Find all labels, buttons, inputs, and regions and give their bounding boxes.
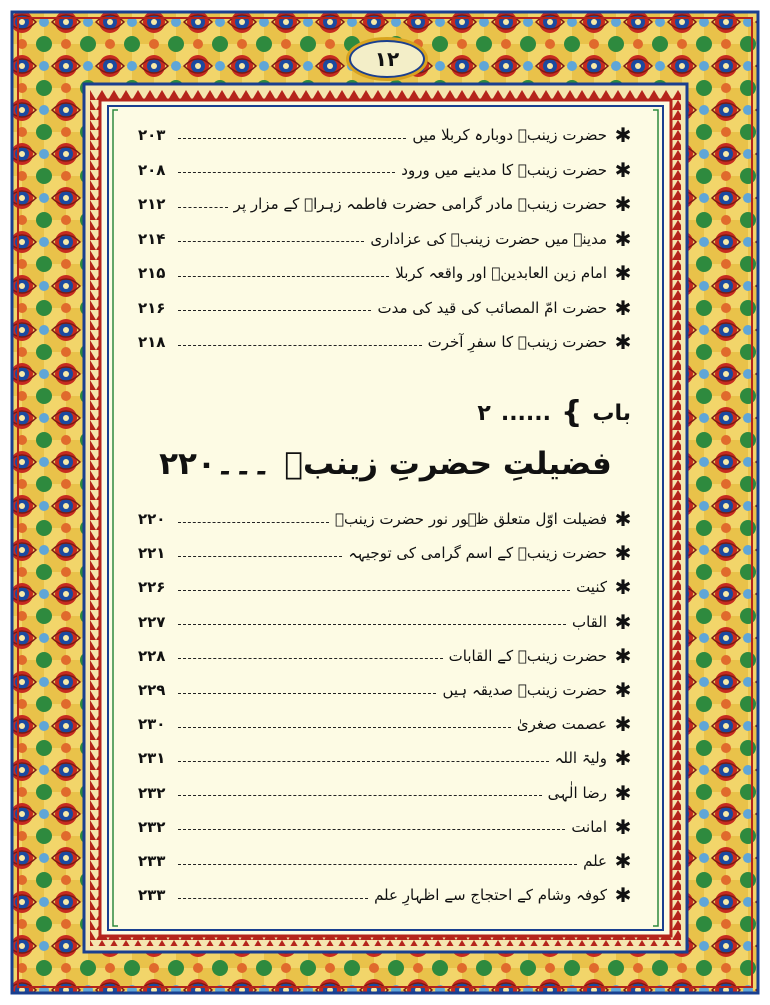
entry-page: ۲۰۳ xyxy=(138,126,166,144)
leader-dashes xyxy=(178,241,364,242)
entry-page: ۲۰۸ xyxy=(138,160,166,179)
entry-page: ۲۲۷ xyxy=(138,612,166,631)
entry-title: حضرت امّ المصائب کی قید کی مدت xyxy=(377,298,607,317)
heading-page: ۲۲۰ xyxy=(159,446,216,482)
leader-dashes xyxy=(178,345,422,346)
entry-title: امانت xyxy=(571,817,607,836)
entry-page: ۲۲۰ xyxy=(138,510,166,528)
toc-entry[interactable] xyxy=(138,846,633,876)
toc-entry[interactable] xyxy=(138,293,633,323)
toc-content xyxy=(118,108,653,928)
entry-title: علم xyxy=(583,852,607,870)
leader-dashes xyxy=(178,207,228,208)
toc-entry[interactable] xyxy=(138,812,633,842)
leader-dashes xyxy=(178,898,368,899)
entry-title: حضرت زینبؑ کے القابات xyxy=(448,646,607,665)
leader-dashes xyxy=(178,727,511,728)
toc-entry[interactable] xyxy=(138,778,633,808)
toc-entry[interactable] xyxy=(138,675,633,705)
asterisk-bullet-icon: ✱ xyxy=(614,226,632,251)
toc-entry[interactable] xyxy=(138,641,633,671)
entry-page: ۲۳۰ xyxy=(138,715,166,734)
entry-page: ۲۱۵ xyxy=(138,264,166,282)
asterisk-bullet-icon: ✱ xyxy=(614,746,632,771)
entry-page: ۲۲۱ xyxy=(138,544,166,563)
entry-title: حضرت زینبؑ کے اسم گرامی کی توجیہہ xyxy=(348,544,607,563)
leader-dashes xyxy=(178,310,371,311)
toc-entry[interactable] xyxy=(138,743,633,773)
toc-entry[interactable] xyxy=(138,538,633,568)
asterisk-bullet-icon: ✱ xyxy=(614,123,632,147)
leader-dashes xyxy=(178,658,443,659)
toc-entry[interactable] xyxy=(138,709,633,739)
asterisk-bullet-icon: ✱ xyxy=(614,609,632,634)
toc-entry[interactable] xyxy=(138,880,633,910)
entry-page: ۲۳۲ xyxy=(138,817,166,836)
toc-entry[interactable] xyxy=(138,155,633,185)
chapter-dots: ...... xyxy=(500,400,551,426)
toc-entry[interactable] xyxy=(138,120,633,150)
toc-entry[interactable] xyxy=(138,504,633,534)
leader-dashes xyxy=(178,172,395,173)
asterisk-bullet-icon: ✱ xyxy=(614,814,632,839)
entry-title: حضرت زینبؑ صدیقہ ہیں xyxy=(442,681,607,699)
entry-page: ۲۳۳ xyxy=(138,852,166,870)
leader-dashes xyxy=(178,556,342,557)
asterisk-bullet-icon: ✱ xyxy=(614,541,632,566)
asterisk-bullet-icon: ✱ xyxy=(614,575,632,600)
leader-dashes xyxy=(178,276,389,277)
entry-title: عصمت صغریٰ xyxy=(516,715,607,734)
leader-dashes xyxy=(178,761,549,762)
entry-title: رضا الٰہی xyxy=(547,783,607,802)
entry-page: ۲۳۱ xyxy=(138,749,166,768)
entry-title: حضرت زینبؑ دوبارہ کربلا میں xyxy=(412,126,607,144)
asterisk-bullet-icon: ✱ xyxy=(614,678,632,702)
leader-dashes xyxy=(178,795,542,796)
toc-entry[interactable] xyxy=(138,224,633,254)
entry-title: کنیت xyxy=(576,578,607,597)
entry-page: ۲۱۴ xyxy=(138,229,166,248)
entry-title: مدینے میں حضرت زینبؑ کی عزاداری xyxy=(370,229,607,248)
entry-page: ۲۳۳ xyxy=(138,886,166,905)
heading-dashes: ۔۔۔ xyxy=(215,446,271,482)
asterisk-bullet-icon: ✱ xyxy=(614,849,632,873)
leader-dashes xyxy=(178,829,565,830)
leader-dashes xyxy=(178,864,577,865)
heading-title: فضیلتِ حضرتِ زینبؑ xyxy=(284,446,612,482)
entry-title: فضیلت اوّل متعلق ظہور نور حضرت زینبؑ xyxy=(334,510,607,528)
page-number: ١٢ xyxy=(349,40,425,78)
chapter-number: ۲ xyxy=(477,400,491,426)
chapter-label xyxy=(477,395,631,430)
entry-title: ولیۃ اللہ xyxy=(554,749,607,768)
entry-page: ۲۱۶ xyxy=(138,298,166,317)
entry-page: ۲۲۹ xyxy=(138,681,166,699)
entry-page: ۲۳۲ xyxy=(138,783,166,802)
leader-dashes xyxy=(178,693,436,694)
toc-entry[interactable] xyxy=(138,189,633,219)
asterisk-bullet-icon: ✱ xyxy=(614,330,632,354)
asterisk-bullet-icon: ✱ xyxy=(614,192,632,216)
entry-title: حضرت زینبؑ کا مدینے میں ورود xyxy=(401,160,607,179)
leader-dashes xyxy=(178,624,566,625)
toc-entry[interactable] xyxy=(138,607,633,637)
chapter-heading xyxy=(138,446,633,482)
leader-dashes xyxy=(178,138,406,139)
entry-page: ۲۱۲ xyxy=(138,195,166,213)
entry-title: کوفہ وشام کے احتجاج سے اظہارِ علم xyxy=(374,886,607,905)
entry-title: حضرت زینبؑ کا سفرِ آخرت xyxy=(427,333,607,351)
toc-entry[interactable] xyxy=(138,258,633,288)
entry-title: القاب xyxy=(571,612,607,631)
toc-entry[interactable] xyxy=(138,327,633,357)
chapter-brace: } xyxy=(561,395,583,430)
asterisk-bullet-icon: ✱ xyxy=(614,712,632,737)
entry-page: ۲۲۸ xyxy=(138,646,166,665)
leader-dashes xyxy=(178,590,570,591)
entry-page: ۲۲۶ xyxy=(138,578,166,597)
entry-page: ۲۱۸ xyxy=(138,333,166,351)
asterisk-bullet-icon: ✱ xyxy=(614,643,632,668)
asterisk-bullet-icon: ✱ xyxy=(614,780,632,805)
asterisk-bullet-icon: ✱ xyxy=(614,883,632,908)
chapter-word: باب xyxy=(592,400,631,426)
entry-title: امام زین العابدینؑ اور واقعہ کربلا xyxy=(395,264,607,282)
asterisk-bullet-icon: ✱ xyxy=(614,157,632,182)
toc-entry[interactable] xyxy=(138,572,633,602)
asterisk-bullet-icon: ✱ xyxy=(614,295,632,320)
asterisk-bullet-icon: ✱ xyxy=(614,261,632,285)
entry-title: حضرت زینبؑ مادر گرامی حضرت فاطمہ زہراؑ کے مزار پر xyxy=(233,195,607,213)
asterisk-bullet-icon: ✱ xyxy=(614,507,632,531)
leader-dashes xyxy=(178,522,329,523)
